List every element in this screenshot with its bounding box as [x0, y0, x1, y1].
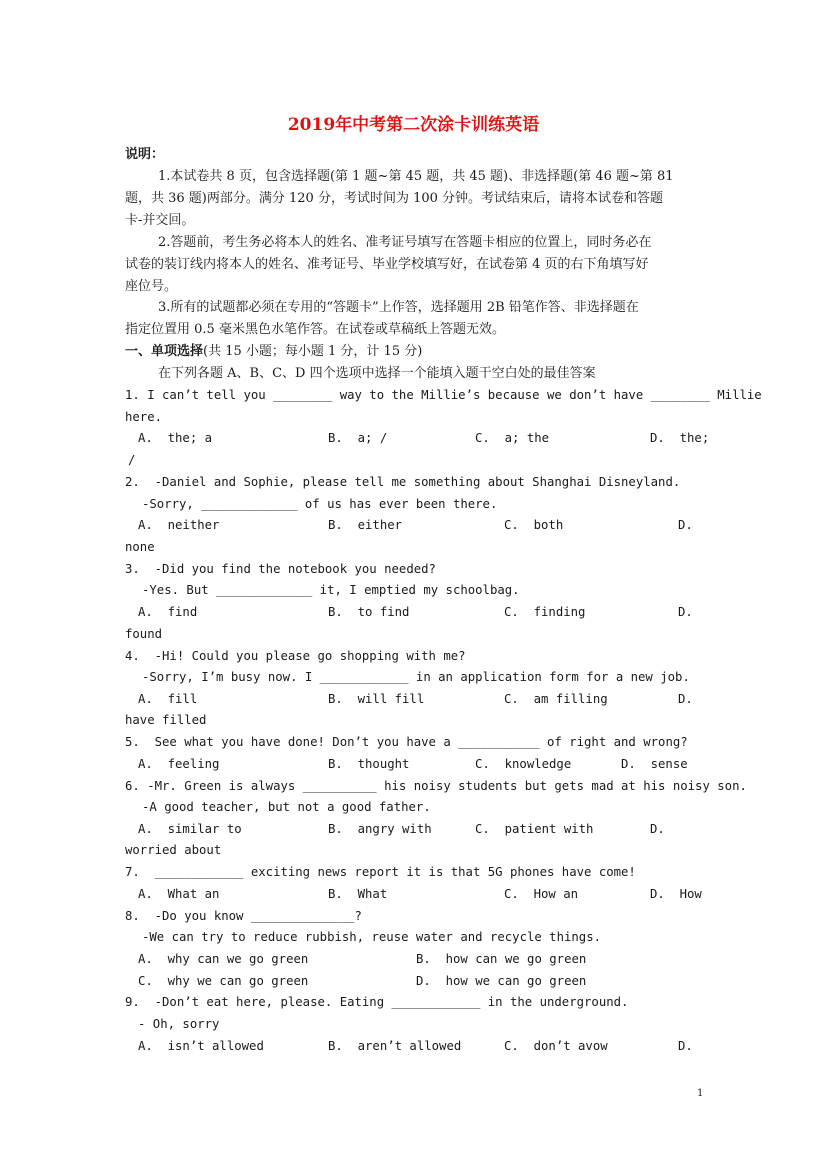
question-stem: 4. -Hi! Could you please go shopping with me?: [125, 649, 466, 663]
option-b: B. how can we go green: [416, 952, 587, 966]
option-b: B. aren’t allowed: [328, 1039, 462, 1053]
option-d: D.: [678, 1039, 693, 1053]
question-stem: 9. -Don’t eat here, please. Eating ____________ in the underground.: [125, 995, 629, 1009]
option-b: B. What: [328, 887, 388, 901]
option-d: D.: [678, 605, 693, 619]
page-number: 1: [697, 1088, 704, 1099]
option-b: B. to find: [328, 605, 410, 619]
question-reply: -Sorry, _____________ of us has ever been there.: [142, 497, 498, 511]
option-a: A. find: [138, 605, 198, 619]
option-a: A. fill: [138, 692, 198, 706]
option-d-cont: worried about: [125, 843, 222, 857]
question-stem: 1. I can’t tell you ________ way to the Millie’s because we don’t have ________ Millie: [125, 388, 762, 402]
option-c: C. How an: [504, 887, 579, 901]
option-d-cont: have filled: [125, 713, 207, 727]
option-d: D. the;: [650, 431, 710, 445]
option-a: A. the; a: [138, 431, 213, 445]
option-d-cont: /: [128, 453, 136, 467]
option-b: B. either: [328, 518, 403, 532]
option-d: D. How: [650, 887, 702, 901]
option-c: C. why we can go green: [138, 974, 309, 988]
option-b: B. will fill: [328, 692, 425, 706]
option-a: A. neither: [138, 518, 220, 532]
question-stem: 5. See what you have done! Don’t you have a ___________ of right and wrong?: [125, 735, 688, 749]
option-d: D.: [678, 692, 693, 706]
option-c: C. a; the: [475, 431, 550, 445]
option-d-cont: none: [125, 540, 155, 554]
question-stem: 2. -Daniel and Sophie, please tell me something about Shanghai Disneyland.: [125, 475, 681, 489]
instruction-line: 卡-并交回。: [125, 213, 195, 228]
option-c: C. patient with: [475, 822, 594, 836]
question-stem: 7. ____________ exciting news report it is that 5G phones have come!: [125, 865, 636, 879]
section-heading: [125, 345, 422, 358]
instruction-line: 1.本试卷共 8 页，包含选择题(第 1 题~第 45 题，共 45 题)、非选择题(第 46 题~第 81: [158, 169, 674, 184]
question-reply: -We can try to reduce rubbish, reuse water and recycle things.: [142, 930, 602, 944]
instruction-line: 座位号。: [125, 279, 178, 294]
page-title: 2019年中考第二次涂卡训练英语: [287, 115, 540, 135]
option-a: A. isn’t allowed: [138, 1039, 264, 1053]
option-d: D.: [650, 822, 665, 836]
option-b: B. angry with: [328, 822, 432, 836]
instruction-line: 指定位置用 0.5 毫米黑色水笔作答。在试卷或草稿纸上答题无效。: [125, 322, 505, 337]
section-directions: 在下列各题 A、B、C、D 四个选项中选择一个能填入题干空白处的最佳答案: [158, 366, 596, 381]
question-stem: 6. -Mr. Green is always __________ his noisy students but gets mad at his noisy son.: [125, 779, 747, 793]
section-heading-label: 一、单项选择: [125, 344, 204, 359]
instruction-line: 试卷的装订线内将本人的姓名、准考证号、毕业学校填写好，在试卷第 4 页的右下角填写好: [125, 257, 649, 272]
option-d-cont: found: [125, 627, 163, 641]
option-c: C. both: [504, 518, 564, 532]
instruction-line: 3.所有的试题都必须在专用的“答题卡”上作答，选择题用 2B 铅笔作答、非选择题在: [158, 300, 639, 315]
option-c: C. am filling: [504, 692, 608, 706]
option-a: A. feeling: [138, 757, 220, 771]
question-reply: -A good teacher, but not a good father.: [142, 800, 431, 814]
instruction-line: 题，共 36 题)两部分。满分 120 分，考试时间为 100 分钟。考试结束后，请将本试卷和答题: [125, 191, 664, 206]
option-c: C. finding: [504, 605, 586, 619]
option-a: A. similar to: [138, 822, 242, 836]
question-stem: 3. -Did you find the notebook you needed?: [125, 562, 436, 576]
instruction-line: 2.答题前，考生务必将本人的姓名、准考证号填写在答题卡相应的位置上，同时务必在: [158, 235, 652, 250]
question-reply: -Yes. But _____________ it, I emptied my schoolbag.: [142, 583, 520, 597]
option-c: C. knowledge: [475, 757, 572, 771]
option-c: C. don’t avow: [504, 1039, 608, 1053]
instructions-label: 说明：: [125, 147, 165, 162]
option-b: B. thought: [328, 757, 410, 771]
option-d: D.: [678, 518, 693, 532]
question-stem-cont: here.: [125, 410, 163, 424]
question-reply: -Sorry, I’m busy now. I ____________ in an application form for a new job.: [142, 670, 690, 684]
option-d: D. how we can go green: [416, 974, 587, 988]
option-a: A. why can we go green: [138, 952, 309, 966]
option-a: A. What an: [138, 887, 220, 901]
option-b: B. a; /: [328, 431, 388, 445]
question-reply: - Oh, sorry: [138, 1017, 220, 1031]
section-heading-info: (共 15 小题；每小题 1 分，计 15 分): [203, 344, 423, 359]
question-stem: 8. -Do you know ______________?: [125, 909, 362, 923]
option-d: D. sense: [621, 757, 688, 771]
